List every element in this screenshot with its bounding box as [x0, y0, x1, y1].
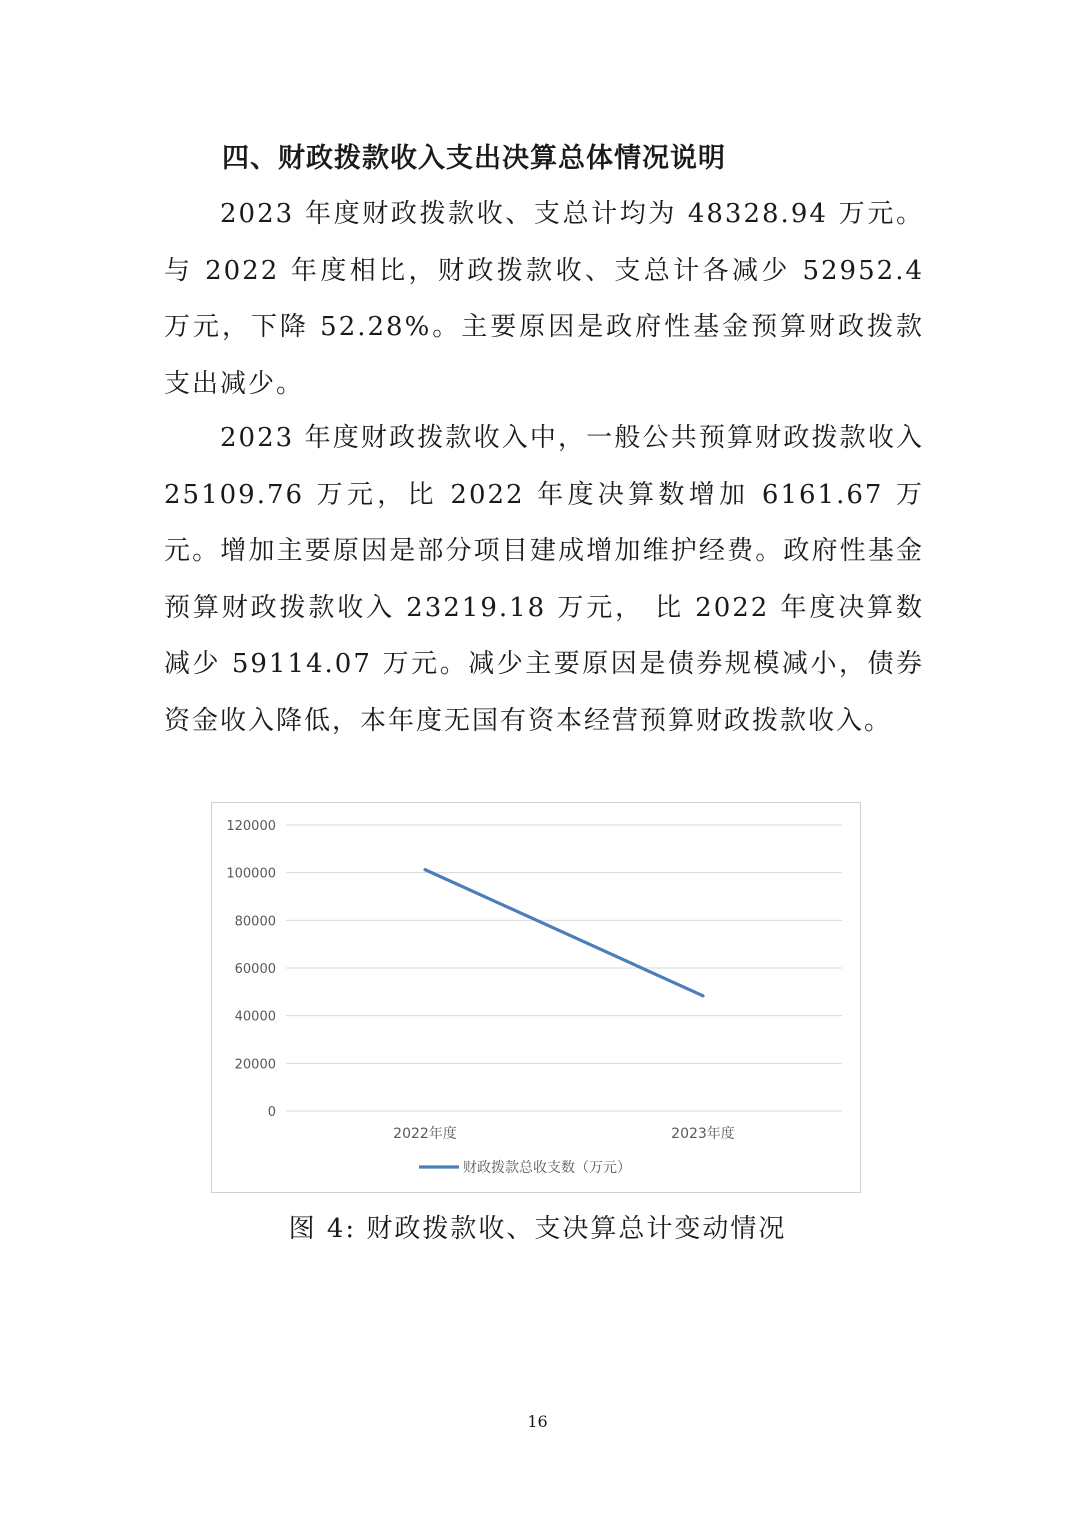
y-tick-label: 0: [267, 1105, 276, 1120]
page-number: 16: [527, 1412, 548, 1431]
y-tick-label: 20000: [234, 1057, 276, 1073]
y-tick-label: 40000: [234, 1009, 276, 1025]
line-chart: [211, 802, 861, 1193]
chart-canvas: [212, 803, 862, 1194]
y-tick-label: 100000: [226, 866, 276, 882]
paragraph-summary: 2023 年度财政拨款收、支总计均为 48328.94 万元。与 2022 年度相比，财政拨款收、支总计各减少 52952.4 万元，下降 52.28%。主要原因是政府性基金预算财政拨款支出减少。: [164, 199, 924, 399]
paragraph-income-detail: 2023 年度财政拨款收入中，一般公共预算财政拨款收入 25109.76 万元，比 2022 年度决算数增加 6161.67 万元。增加主要原因是部分项目建成增加维护经费。政府性基金预算财政拨款收入 23219.18 万元， 比 2022 年度决算数减少 59114.07 万元。减少主要原因是债券规模减小，债券资金收入降低，本年度无国有资本经营预算财政拨款收入。: [164, 423, 924, 736]
y-tick-label: 80000: [234, 914, 276, 930]
series-line: [425, 870, 703, 996]
x-tick-label: 2023年度: [671, 1126, 735, 1142]
legend-label: 财政拨款总收支数（万元）: [463, 1160, 631, 1176]
figure-caption: 图 4: 财政拨款收、支决算总计变动情况: [288, 1214, 787, 1244]
section-heading: 四、财政拨款收入支出决算总体情况说明: [222, 143, 726, 174]
x-tick-label: 2022年度: [393, 1126, 457, 1142]
y-tick-label: 120000: [226, 819, 276, 834]
y-tick-label: 60000: [234, 962, 276, 977]
